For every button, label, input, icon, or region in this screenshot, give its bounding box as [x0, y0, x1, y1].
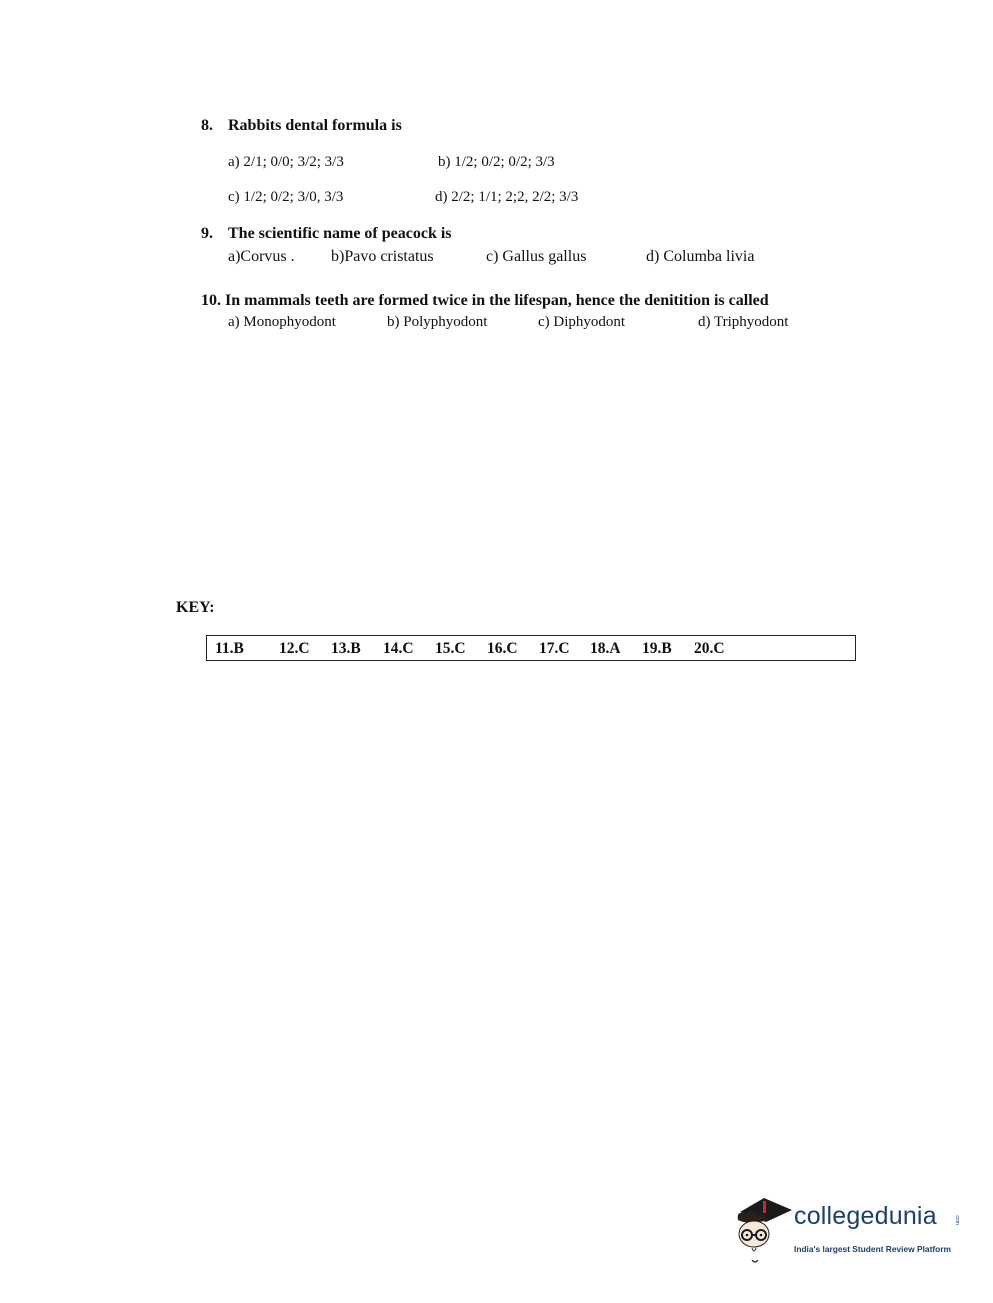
question-10-option-a: a) Monophyodont [228, 314, 336, 330]
logo-brand-name: collegedunia [794, 1202, 937, 1230]
answer-key-item: 18.A [590, 640, 621, 657]
answer-key-item: 20.C [694, 640, 725, 657]
question-10-option-c: c) Diphyodont [538, 314, 626, 330]
question-10-number: 10. [201, 292, 221, 309]
question-9-title [201, 225, 452, 243]
answer-key-table [206, 635, 856, 661]
logo-com-suffix: .com [954, 1214, 960, 1225]
question-9-option-a: a)Corvus . [228, 248, 295, 265]
question-10-text: In mammals teeth are formed twice in the lifespan, hence the denitition is called [225, 292, 769, 309]
collegedunia-logo [732, 1192, 962, 1272]
answer-key-item: 17.C [539, 640, 570, 657]
question-9-option-b: b)Pavo cristatus [331, 248, 434, 265]
answer-key-item: 15.C [435, 640, 466, 657]
question-8-option-a: a) 2/1; 0/0; 3/2; 3/3 [228, 154, 344, 170]
question-8-title [201, 117, 402, 135]
question-9-option-c: c) Gallus gallus [486, 248, 587, 265]
question-9-number: 9. [201, 225, 213, 242]
answer-key-item: 13.B [331, 640, 361, 657]
key-label: KEY: [176, 599, 215, 616]
question-9-option-d: d) Columba livia [646, 248, 755, 265]
question-9-text: The scientific name of peacock is [228, 225, 452, 242]
question-8-option-d: d) 2/2; 1/1; 2;2, 2/2; 3/3 [435, 189, 579, 205]
answer-key-item: 11.B [215, 640, 244, 657]
question-10-option-b: b) Polyphyodont [387, 314, 488, 330]
answer-key-item: 19.B [642, 640, 672, 657]
answer-key-item: 14.C [383, 640, 414, 657]
question-10-title [201, 292, 769, 310]
question-8-number: 8. [201, 117, 213, 134]
question-8-option-b: b) 1/2; 0/2; 0/2; 3/3 [438, 154, 555, 170]
logo-tagline: India's largest Student Review Platform [794, 1244, 951, 1254]
answer-key-item: 16.C [487, 640, 518, 657]
answer-key-item: 12.C [279, 640, 310, 657]
question-8-text: Rabbits dental formula is [228, 117, 402, 134]
question-8-option-c: c) 1/2; 0/2; 3/0, 3/3 [228, 189, 344, 205]
mascot-icon [732, 1192, 794, 1268]
question-10-option-d: d) Triphyodont [698, 314, 789, 330]
